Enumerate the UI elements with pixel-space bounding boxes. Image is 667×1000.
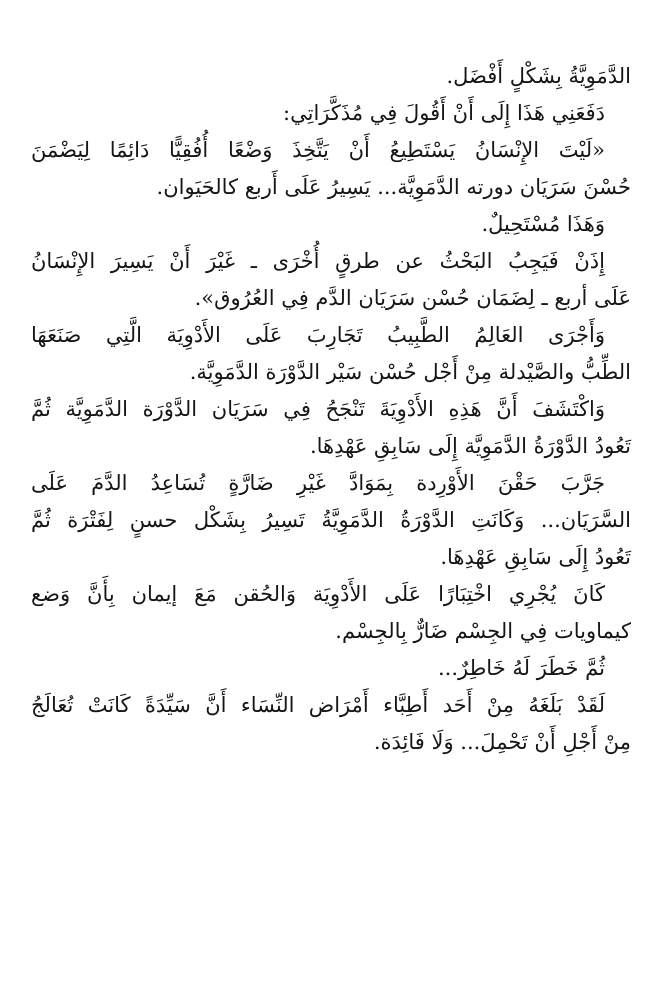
text-line: حُسْنَ سَرَيَان دورته الدَّمَوِيَّة... يَسِيرُ عَلَى أَربع كالحَيَوان. (156, 175, 631, 199)
text-line: الطِّبُّ والصَّيْدلة مِنْ أَجْل حُسْن سَيْر الدَّوْرَة الدَّمَوِيَّة. (189, 360, 631, 384)
text-line: تَعُودُ الدَّوْرَةُ الدَّمَوِيَّة إِلَى سَابِقِ عَهْدِهَا. (309, 434, 631, 458)
paragraph (31, 391, 631, 465)
paragraph (31, 576, 631, 650)
paragraph (31, 465, 631, 576)
text-line: وَهَذَا مُسْتَحِيلٌ. (481, 212, 605, 236)
paragraph (31, 317, 631, 391)
paragraph (31, 687, 631, 761)
paragraph (31, 206, 631, 243)
text-line: مِنْ أَجْلِ أَنْ تَحْمِلَ... وَلَا فَائِدَة. (373, 730, 631, 754)
text-line: عَلَى أربع ـ لِضَمَان حُسْن سَرَيَان الدَّم فِي العُرُوق». (194, 286, 631, 310)
text-line: تَعُودُ إِلَى سَابِقِ عَهْدِهَا. (440, 545, 631, 569)
text-line: جَرَّبَ حَقْنَ الأَوْرِدة بِمَوَادَّ غَيْرِ ضَارَّةٍ تُسَاعِدُ الدَّمَ عَلَى (31, 471, 605, 495)
paragraph (31, 58, 631, 95)
text-line: وَأَجْرَى العَالِمُ الطَّبِيبُ تَجَارِبَ عَلَى الأَدْوِيَة الَّتِي صَنَعَهَا (31, 323, 605, 347)
text-line: السَّرَيَان... وَكَانَتِ الدَّوْرَةُ الدَّمَوِيَّةُ تَسِيرُ بِشَكْل حسنٍ لِفَتْرَة ثُمَّ (31, 508, 631, 532)
page-text (31, 58, 631, 761)
text-line: إِذَنْ فَيَجِبُ البَحْثُ عن طرقٍ أُخْرَى ـ غَيْرَ أَنْ يَسِيرَ الإِنْسَانُ (31, 249, 605, 273)
text-line: الدَّمَوِيَّةُ بِشَكْلٍ أَفْضَل. (446, 64, 631, 88)
text-line: كيماويات فِي الجِسْم ضَارٌّ بِالجِسْم. (335, 619, 631, 643)
text-line: دَفَعَنِي هَذَا إِلَى أَنْ أَقُولَ فِي مُذَكَّرَاتِي: (283, 101, 605, 125)
text-line: «لَيْتَ الإِنْسَانُ يَسْتَطِيعُ أَنْ يَتَّخِذَ وَضْعًا أُفُقِيًّا دَائِمًا لِيَضْمَنَ (31, 138, 605, 162)
text-line: ثُمَّ خَطَرَ لَهُ خَاطِرٌ... (437, 656, 605, 680)
paragraph (31, 95, 631, 132)
text-line: لَقَدْ بَلَغَهُ مِنْ أَحَد أَطِبَّاء أَمْرَاض النِّسَاء أَنَّ سَيِّدَةً كَانَتْ تُعَالَجُ (31, 693, 605, 717)
paragraph (31, 243, 631, 317)
paragraph (31, 132, 631, 206)
text-line: وَاكْتَشَفَ أَنَّ هَذِهِ الأَدْوِيَةَ تَنْجَحُ فِي سَرَيَان الدَّوْرَة الدَّمَوِيَّة ثُمَّ (31, 397, 605, 421)
paragraph (31, 650, 631, 687)
text-line: كَانَ يُجْرِي اخْتِبَارًا عَلَى الأَدْوِيَة وَالحُقن مَعَ إيمان بِأَنَّ وَضع (31, 582, 605, 606)
